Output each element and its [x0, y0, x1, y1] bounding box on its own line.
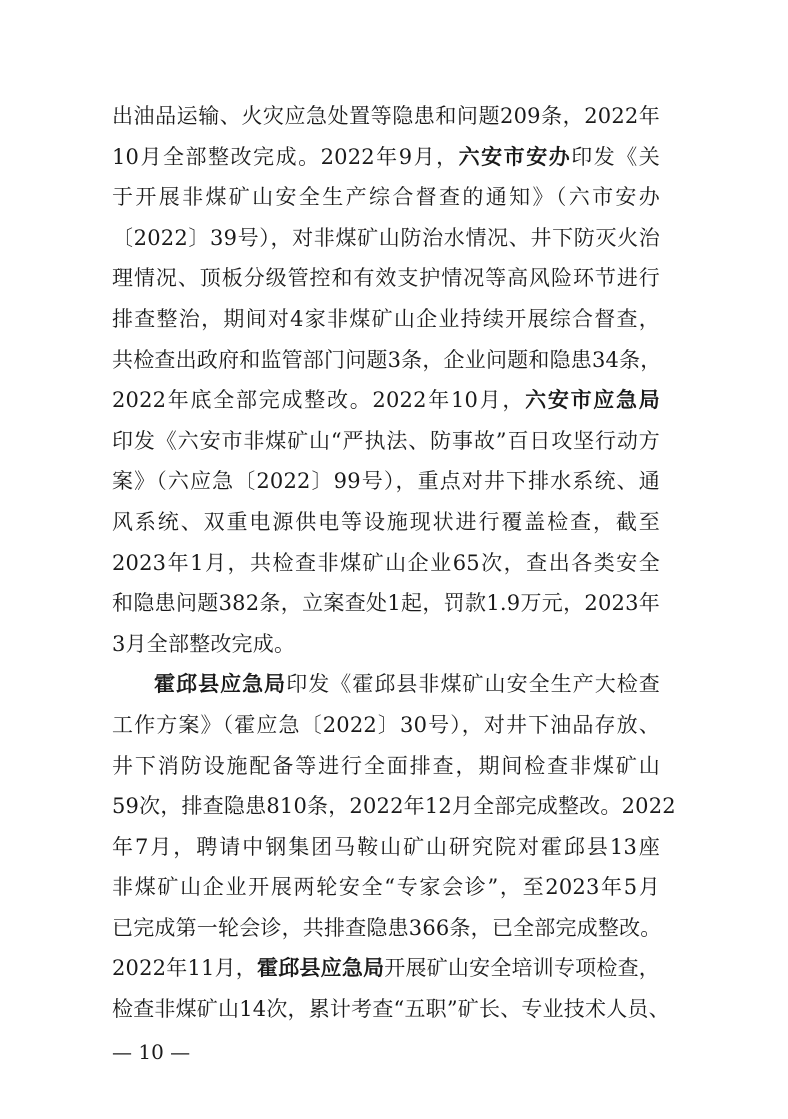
text-line	[112, 177, 660, 218]
text-run: 59次，排查隐患810条，2022年12月全部完成整改。2022	[112, 794, 676, 819]
page-number: — 10 —	[112, 1040, 191, 1064]
text-run: 3月全部整改完成。	[112, 631, 296, 656]
paragraph	[112, 664, 676, 1029]
text-run: 案》（六应急〔2022〕99号），重点对井下排水系统、通	[112, 469, 660, 494]
bold-agency-name: 六安市应急局	[525, 387, 660, 413]
text-line	[112, 340, 660, 381]
text-line	[112, 137, 660, 178]
text-line	[112, 908, 660, 949]
text-run: 工作方案》（霍应急〔2022〕30号），对井下油品存放、	[112, 712, 660, 737]
bold-agency-name: 六安市安办	[458, 143, 572, 169]
text-line	[112, 543, 660, 584]
text-line	[112, 583, 660, 624]
text-run: 2023年1月，共检查非煤矿山企业65次，查出各类安全	[112, 550, 660, 575]
text-line	[112, 786, 676, 827]
text-line	[112, 380, 660, 421]
text-run: 和隐患问题382条，立案查处1起，罚款1.9万元，2023年	[112, 591, 660, 616]
text-run: 开展矿山安全培训专项检查，	[384, 956, 660, 981]
text-line	[112, 421, 660, 462]
text-line	[112, 502, 660, 543]
text-line	[112, 96, 660, 137]
body-text	[112, 96, 676, 1030]
bold-agency-name: 霍邱县应急局	[154, 671, 287, 697]
text-run: 检查非煤矿山14次，累计考查“五职”矿长、专业技术人员、	[112, 997, 670, 1022]
text-line	[112, 624, 660, 665]
text-run: 年7月，聘请中钢集团马鞍山矿山研究院对霍邱县13座	[112, 834, 660, 859]
text-line	[112, 218, 660, 259]
text-run: 印发《六安市非煤矿山“严执法、防事故”百日攻坚行动方	[112, 428, 660, 453]
text-line	[112, 989, 670, 1030]
text-run: 风系统、双重电源供电等设施现状进行覆盖检查，截至	[112, 509, 660, 534]
text-line	[112, 705, 660, 746]
text-line	[112, 299, 660, 340]
text-run: 2022年底全部完成整改。2022年10月，	[112, 388, 526, 413]
text-run: 排查整治，期间对4家非煤矿山企业持续开展综合督查，	[112, 306, 660, 331]
text-run: 井下消防设施配备等进行全面排查，期间检查非煤矿山	[112, 753, 660, 778]
text-line	[112, 948, 660, 989]
text-line	[112, 827, 660, 868]
text-line	[112, 461, 660, 502]
bold-agency-name: 霍邱县应急局	[257, 955, 385, 981]
paragraph	[112, 96, 660, 664]
text-run: 已完成第一轮会诊，共排查隐患366条，已全部完成整改。	[112, 915, 662, 940]
text-run: 〔2022〕39号），对非煤矿山防治水情况、井下防灭火治	[112, 225, 660, 250]
text-run: 印发《关	[571, 144, 660, 169]
text-run: 2022年11月，	[112, 956, 258, 981]
text-run: 10月全部整改完成。2022年9月，	[112, 144, 459, 169]
text-run: 于开展非煤矿山安全生产综合督查的通知》（六市安办	[112, 185, 660, 210]
text-run: 印发《霍邱县非煤矿山安全生产大检查	[286, 672, 660, 697]
text-run: 理情况、顶板分级管控和有效支护情况等高风险环节进行	[112, 266, 660, 291]
text-run: 出油品运输、火灾应急处置等隐患和问题209条，2022年	[112, 104, 660, 128]
text-line	[112, 664, 660, 705]
text-run: 共检查出政府和监管部门问题3条，企业问题和隐患34条，	[112, 347, 662, 372]
text-run: 非煤矿山企业开展两轮安全“专家会诊”，至2023年5月	[112, 875, 660, 900]
text-line	[112, 867, 660, 908]
text-line	[112, 746, 660, 787]
text-line	[112, 258, 660, 299]
